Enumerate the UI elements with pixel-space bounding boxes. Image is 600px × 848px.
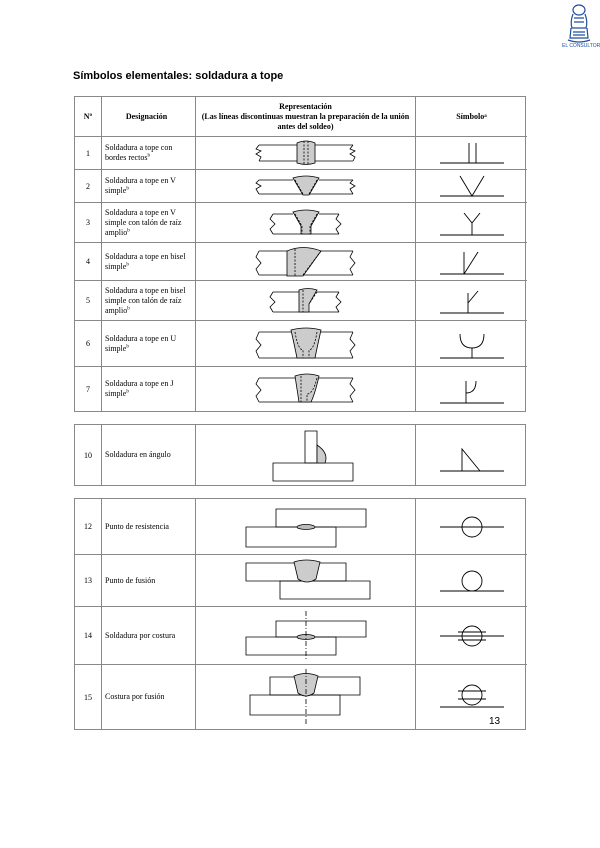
seam-weld-illustration	[195, 607, 415, 664]
row-number: 15	[84, 692, 92, 702]
header-designation: Designación	[101, 97, 195, 136]
table-row	[75, 281, 527, 321]
table-row	[75, 137, 527, 170]
table-row	[75, 243, 527, 281]
row-number: 2	[86, 181, 90, 191]
square-butt-symbol	[415, 137, 527, 169]
table-row	[75, 170, 527, 203]
table-row	[75, 499, 527, 555]
fusion-spot-weld-illustration	[195, 555, 415, 606]
table-row	[75, 425, 527, 485]
header-symbol: Símbolo a	[415, 97, 527, 136]
row-number: 13	[84, 576, 92, 585]
header-representation-title: Representación	[279, 101, 332, 111]
single-v-broad-root-illustration	[195, 203, 415, 242]
single-v-butt-symbol	[415, 170, 527, 202]
fillet-weld-table	[74, 424, 526, 486]
row-number: 7	[86, 384, 90, 394]
butt-weld-table	[74, 96, 526, 412]
resistance-spot-weld-illustration	[195, 499, 415, 554]
row-designation: Punto de fusión	[101, 555, 195, 606]
row-designation: Soldadura a tope en bisel simple$^b$	[101, 243, 195, 280]
resistance-spot-symbol	[415, 499, 527, 554]
fusion-seam-weld-illustration	[195, 665, 415, 729]
single-j-butt-weld-illustration	[195, 367, 415, 411]
table-row	[75, 321, 527, 367]
single-v-butt-weld-illustration	[195, 170, 415, 202]
single-u-butt-weld-illustration	[195, 321, 415, 366]
seam-weld-symbol	[415, 607, 527, 664]
row-number: 14	[84, 631, 92, 640]
table-row	[75, 367, 527, 411]
row-designation: Soldadura en ángulo	[101, 425, 195, 485]
row-designation: Soldadura a tope en J simple$^b$	[101, 367, 195, 411]
row-designation: Soldadura a tope con bordes rectos$^b$	[101, 137, 195, 169]
single-u-butt-symbol	[415, 321, 527, 366]
row-number: 3	[86, 218, 90, 227]
table-row	[75, 607, 527, 665]
table-header-row	[75, 97, 527, 137]
row-number: 5	[86, 296, 90, 305]
row-number: 10	[84, 450, 92, 460]
row-number: 1	[86, 148, 90, 158]
fillet-weld-illustration	[195, 425, 415, 485]
fillet-weld-symbol	[415, 425, 527, 485]
row-designation: Soldadura por costura	[101, 607, 195, 664]
el-consultor-logo	[562, 4, 600, 52]
single-bevel-butt-weld-illustration	[195, 243, 415, 280]
fusion-seam-symbol	[415, 665, 527, 729]
row-designation: Soldadura a tope en U simple$^b$	[101, 321, 195, 366]
row-designation: Soldadura a tope en V simple$^b$	[101, 170, 195, 202]
single-v-broad-root-symbol	[415, 203, 527, 242]
row-number: 4	[86, 257, 90, 266]
spot-seam-weld-table	[74, 498, 526, 730]
page-heading: Símbolos elementales: soldadura a tope	[73, 70, 284, 82]
row-designation: Soldadura a tope en bisel simple con talón de raíz amplio$^b$	[101, 281, 195, 320]
square-butt-weld-illustration	[195, 137, 415, 169]
table-row	[75, 665, 527, 729]
logo-figure-icon	[562, 4, 596, 44]
single-j-butt-symbol	[415, 367, 527, 411]
page-number: 13	[489, 716, 501, 727]
row-designation: Punto de resistencia	[101, 499, 195, 554]
header-representation	[195, 97, 415, 136]
single-bevel-butt-symbol	[415, 243, 527, 280]
table-row	[75, 203, 527, 243]
row-designation: Costura por fusión	[101, 665, 195, 729]
header-symbol-label: Símbolo	[456, 111, 485, 121]
single-bevel-broad-root-illustration	[195, 281, 415, 320]
header-representation-note: (Las líneas discontinuas muestran la preparación de la unión antes del soldeo)	[201, 111, 410, 131]
row-designation: Soldadura a tope en V simple con talón de raíz amplio$^b$	[101, 203, 195, 242]
table-row	[75, 555, 527, 607]
header-number: Nº	[83, 111, 93, 121]
row-number: 6	[86, 339, 90, 348]
fusion-spot-symbol	[415, 555, 527, 606]
single-bevel-broad-root-symbol	[415, 281, 527, 320]
logo-text: EL CONSULTOR	[562, 43, 600, 49]
row-number: 12	[84, 522, 92, 531]
